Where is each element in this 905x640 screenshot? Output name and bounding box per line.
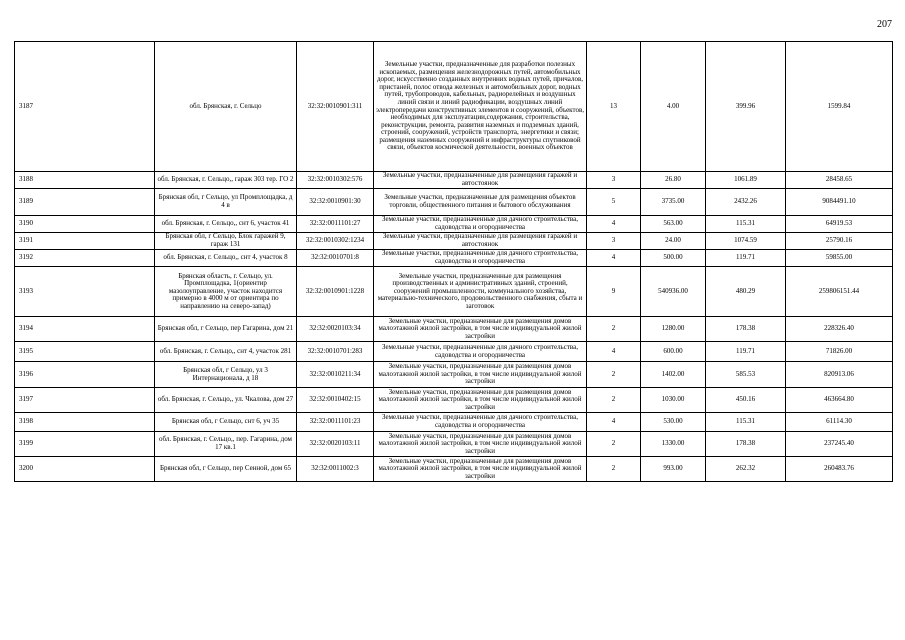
cadastral-number-cell: 32:32:0010901:311 xyxy=(297,42,374,172)
land-use-cell: Земельные участки, предназначенные для размещения производственных и административных зданий, строений, сооружений промышленности, коммунального хозяйства, материально-технического, продовольственного снабжения, сбыта и заготовок xyxy=(374,267,587,317)
row-number: 3195 xyxy=(15,342,155,362)
land-use-cell: Земельные участки, предназначенные для размещения объектов торговли, общественного питания и бытового обслуживания xyxy=(374,189,587,216)
cadastral-value-cell: 28458.65 xyxy=(786,172,893,189)
specific-value-cell: 1074.59 xyxy=(706,233,786,250)
specific-value-cell: 178.38 xyxy=(706,432,786,457)
address-cell: обл. Брянская, г. Сельцо,, пер. Гагарина, дом 17 кв.1 xyxy=(155,432,297,457)
cadastral-number-cell: 32:32:0020103:34 xyxy=(297,317,374,342)
table-row xyxy=(15,216,893,233)
area-cell: 4.00 xyxy=(641,42,706,172)
table-row xyxy=(15,317,893,342)
use-group-cell: 2 xyxy=(587,388,641,413)
address-cell: Брянская область, г. Сельцо, ул. Промплощадка, 1(ориентир мазолоуправление, участок находится примерно в 4000 м от ориентира по направлению на северо-запад) xyxy=(155,267,297,317)
row-number: 3190 xyxy=(15,216,155,233)
specific-value-cell: 119.71 xyxy=(706,250,786,267)
specific-value-cell: 178.38 xyxy=(706,317,786,342)
table-row xyxy=(15,362,893,388)
cadastral-value-cell: 1599.84 xyxy=(786,42,893,172)
cadastral-value-cell: 9084491.10 xyxy=(786,189,893,216)
cadastral-number-cell: 32:32:0011101:27 xyxy=(297,216,374,233)
address-cell: обл. Брянская, г. Сельцо,, снт 4, участок 8 xyxy=(155,250,297,267)
area-cell: 563.00 xyxy=(641,216,706,233)
area-cell: 3735.00 xyxy=(641,189,706,216)
use-group-cell: 2 xyxy=(587,362,641,388)
cadastral-number-cell: 32:32:0010701:8 xyxy=(297,250,374,267)
address-cell: Брянская обл, г Сельцо, снт 6, уч 35 xyxy=(155,413,297,432)
page-number: 207 xyxy=(877,19,892,30)
area-cell: 26.80 xyxy=(641,172,706,189)
specific-value-cell: 450.16 xyxy=(706,388,786,413)
land-use-cell: Земельные участки, предназначенные для дачного строительства, садоводства и огородничества xyxy=(374,342,587,362)
use-group-cell: 9 xyxy=(587,267,641,317)
cadastral-number-cell: 32:32:0010302:1234 xyxy=(297,233,374,250)
cadastral-number-cell: 32:32:0011101:23 xyxy=(297,413,374,432)
cadastral-value-cell: 228326.40 xyxy=(786,317,893,342)
use-group-cell: 13 xyxy=(587,42,641,172)
table-row xyxy=(15,189,893,216)
cadastral-number-cell: 32:32:0011002:3 xyxy=(297,457,374,482)
use-group-cell: 4 xyxy=(587,342,641,362)
cadastral-number-cell: 32:32:0020103:11 xyxy=(297,432,374,457)
row-number: 3193 xyxy=(15,267,155,317)
table-row xyxy=(15,342,893,362)
address-cell: Брянская обл, г Сельцо, ул 3 Интернационала, д 18 xyxy=(155,362,297,388)
table-row xyxy=(15,233,893,250)
land-use-cell: Земельные участки, предназначенные для дачного строительства, садоводства и огородничества xyxy=(374,216,587,233)
address-cell: Брянская обл, г Сельцо, ул Промплощадка, д 4 в xyxy=(155,189,297,216)
table-row xyxy=(15,457,893,482)
row-number: 3192 xyxy=(15,250,155,267)
cadastral-number-cell: 32:32:0010211:34 xyxy=(297,362,374,388)
table-row xyxy=(15,42,893,172)
specific-value-cell: 585.53 xyxy=(706,362,786,388)
land-use-cell: Земельные участки, предназначенные для размещения домов малоэтажной жилой застройки, в том числе индивидуальной жилой застройки xyxy=(374,317,587,342)
table-row xyxy=(15,250,893,267)
address-cell: Брянская обл, г Сельцо, пер Гагарина, дом 21 xyxy=(155,317,297,342)
cadastral-value-cell: 71826.00 xyxy=(786,342,893,362)
use-group-cell: 3 xyxy=(587,233,641,250)
cadastral-value-cell: 820913.06 xyxy=(786,362,893,388)
specific-value-cell: 399.96 xyxy=(706,42,786,172)
row-number: 3194 xyxy=(15,317,155,342)
area-cell: 24.00 xyxy=(641,233,706,250)
row-number: 3188 xyxy=(15,172,155,189)
area-cell: 530.00 xyxy=(641,413,706,432)
area-cell: 1402.00 xyxy=(641,362,706,388)
cadastral-number-cell: 32:32:0010402:15 xyxy=(297,388,374,413)
row-number: 3199 xyxy=(15,432,155,457)
address-cell: Брянская обл, г Сельцо, пер Сенной, дом 65 xyxy=(155,457,297,482)
specific-value-cell: 115.31 xyxy=(706,216,786,233)
area-cell: 993.00 xyxy=(641,457,706,482)
area-cell: 540936.00 xyxy=(641,267,706,317)
use-group-cell: 3 xyxy=(587,172,641,189)
cadastral-value-cell: 64919.53 xyxy=(786,216,893,233)
use-group-cell: 5 xyxy=(587,189,641,216)
use-group-cell: 4 xyxy=(587,413,641,432)
area-cell: 1030.00 xyxy=(641,388,706,413)
specific-value-cell: 1061.89 xyxy=(706,172,786,189)
area-cell: 600.00 xyxy=(641,342,706,362)
cadastral-value-cell: 259806151.44 xyxy=(786,267,893,317)
cadastral-number-cell: 32:32:0010901:30 xyxy=(297,189,374,216)
specific-value-cell: 119.71 xyxy=(706,342,786,362)
cadastral-value-table xyxy=(14,41,893,482)
cadastral-value-cell: 61114.30 xyxy=(786,413,893,432)
land-use-cell: Земельные участки, предназначенные для размещения гаражей и автостоянок xyxy=(374,233,587,250)
specific-value-cell: 115.31 xyxy=(706,413,786,432)
land-use-cell: Земельные участки, предназначенные для размещения гаражей и автостоянок xyxy=(374,172,587,189)
address-cell: обл. Брянская, г. Сельцо,, снт 6, участок 41 xyxy=(155,216,297,233)
address-cell: обл. Брянская, г. Сельцо,, ул. Чкалова, дом 27 xyxy=(155,388,297,413)
use-group-cell: 4 xyxy=(587,216,641,233)
land-use-cell: Земельные участки, предназначенные для дачного строительства, садоводства и огородничества xyxy=(374,250,587,267)
cadastral-number-cell: 32:32:0010901:1228 xyxy=(297,267,374,317)
table-row xyxy=(15,172,893,189)
table-row xyxy=(15,388,893,413)
land-use-cell: Земельные участки, предназначенные для размещения домов малоэтажной жилой застройки, в том числе индивидуальной жилой застройки xyxy=(374,432,587,457)
row-number: 3196 xyxy=(15,362,155,388)
land-use-cell: Земельные участки, предназначенные для размещения домов малоэтажной жилой застройки, в том числе индивидуальной жилой застройки xyxy=(374,388,587,413)
land-use-cell: Земельные участки, предназначенные для дачного строительства, садоводства и огородничества xyxy=(374,413,587,432)
area-cell: 1280.00 xyxy=(641,317,706,342)
use-group-cell: 2 xyxy=(587,457,641,482)
land-use-cell: Земельные участки, предназначенные для размещения домов малоэтажной жилой застройки, в том числе индивидуальной жилой застройки xyxy=(374,457,587,482)
row-number: 3191 xyxy=(15,233,155,250)
row-number: 3187 xyxy=(15,42,155,172)
use-group-cell: 4 xyxy=(587,250,641,267)
row-number: 3189 xyxy=(15,189,155,216)
address-cell: обл. Брянская, г. Сельцо,, гараж 303 тер. ГО 2 xyxy=(155,172,297,189)
row-number: 3198 xyxy=(15,413,155,432)
cadastral-value-cell: 25790.16 xyxy=(786,233,893,250)
address-cell: Брянская обл, г Сельцо, Блок гаражей 9, гараж 131 xyxy=(155,233,297,250)
use-group-cell: 2 xyxy=(587,432,641,457)
table-row xyxy=(15,432,893,457)
row-number: 3200 xyxy=(15,457,155,482)
specific-value-cell: 480.29 xyxy=(706,267,786,317)
specific-value-cell: 262.32 xyxy=(706,457,786,482)
cadastral-number-cell: 32:32:0010302:576 xyxy=(297,172,374,189)
table-row xyxy=(15,267,893,317)
address-cell: обл. Брянская, г. Сельцо,, снт 4, участок 281 xyxy=(155,342,297,362)
address-cell: обл. Брянская, г. Сельцо xyxy=(155,42,297,172)
use-group-cell: 2 xyxy=(587,317,641,342)
cadastral-value-cell: 59855.00 xyxy=(786,250,893,267)
cadastral-value-cell: 260483.76 xyxy=(786,457,893,482)
land-use-cell: Земельные участки, предназначенные для размещения домов малоэтажной жилой застройки, в том числе индивидуальной жилой застройки xyxy=(374,362,587,388)
table-row xyxy=(15,413,893,432)
specific-value-cell: 2432.26 xyxy=(706,189,786,216)
cadastral-value-cell: 463664.80 xyxy=(786,388,893,413)
area-cell: 500.00 xyxy=(641,250,706,267)
land-use-cell: Земельные участки, предназначенные для разработки полезных ископаемых, размещения железнодорожных путей, автомобильных дорог, искусственно созданных внутренних водных путей, причалов, пристаней, полос отвода железных и автомобильных дорог, водных путей, трубопроводов, кабельных, радиорелейных и воздушных линий связи и линий радиофикации, воздушных линий электропередачи конструктивных элементов и сооружений, объектов, необходимых для эксплуатации,содержания, строительства, реконструкции, ремонта, развития наземных и подземных зданий, строений, сооружений, устройств транспорта, энергетики и связи; размещения наземных сооружений и инфраструктуры спутниковой связи, объектов космической деятельности, военных объектов xyxy=(374,42,587,172)
cadastral-value-cell: 237245.40 xyxy=(786,432,893,457)
area-cell: 1330.00 xyxy=(641,432,706,457)
row-number: 3197 xyxy=(15,388,155,413)
cadastral-number-cell: 32:32:0010701:283 xyxy=(297,342,374,362)
